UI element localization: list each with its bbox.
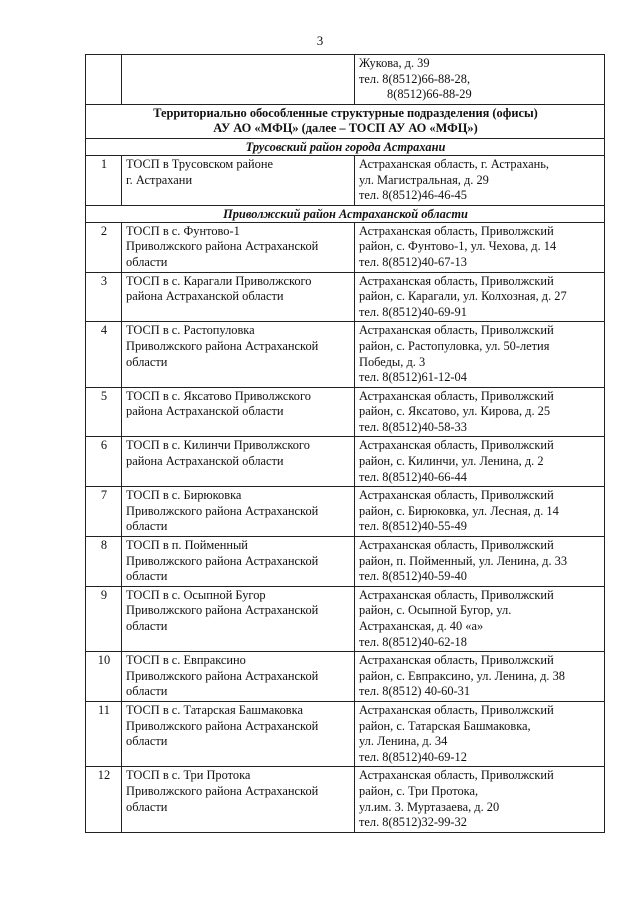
address-cell [355, 652, 605, 702]
table-row [86, 537, 605, 587]
office-name-cell [122, 701, 355, 766]
address-line: тел. 8(8512)40-59-40 [359, 569, 467, 584]
office-name-line: ТОСП в с. Бирюковка [126, 488, 242, 503]
address-cell [355, 767, 605, 832]
address-line: Астраханская область, Приволжский [359, 488, 554, 503]
row-number: 4 [86, 322, 122, 387]
address-line: тел. 8(8512)40-69-12 [359, 749, 467, 764]
address-line: район, с. Осыпной Бугор, ул. [359, 603, 512, 618]
row-number: 9 [86, 586, 122, 651]
address-cell [355, 272, 605, 322]
office-name-line: Приволжского района Астраханской [126, 239, 319, 254]
section-title-line1: Территориально обособленные структурные подразделения (офисы) [153, 105, 538, 120]
address-line: тел. 8(8512)46-46-45 [359, 188, 467, 203]
office-name-line: ТОСП в с. Килинчи Приволжского [126, 438, 310, 453]
office-name-line: области [126, 254, 168, 269]
address-line: тел. 8(8512) 40-60-31 [359, 684, 471, 699]
office-name-line: Приволжского района Астраханской [126, 668, 319, 683]
district-row [86, 138, 605, 155]
address-cell [355, 55, 605, 105]
table-row [86, 586, 605, 651]
office-name-line: Приволжского района Астраханской [126, 503, 319, 518]
office-name-line: г. Астрахани [126, 172, 193, 187]
row-number: 8 [86, 537, 122, 587]
office-name-line: ТОСП в с. Фунтово-1 [126, 223, 240, 238]
office-name-line: области [126, 519, 168, 534]
table-row [86, 437, 605, 487]
address-line: Астраханская, д. 40 «а» [359, 619, 484, 633]
office-name-line: области [126, 799, 168, 814]
table-row [86, 272, 605, 322]
office-name-line: ТОСП в с. Растопуловка [126, 323, 255, 338]
address-line: Астраханская область, Приволжский [359, 223, 554, 238]
address-cell [355, 437, 605, 487]
office-name-line: ТОСП в с. Яксатово Приволжского [126, 388, 311, 403]
address-line: Астраханская область, г. Астрахань, [359, 156, 550, 171]
offices-table [85, 54, 605, 833]
office-name-line: Приволжского района Астраханской [126, 553, 319, 568]
address-line: район, с. Татарская Башмаковка, [359, 718, 531, 733]
address-line: район, с. Три Протока, [359, 783, 479, 798]
address-line: тел. 8(8512)66-88-28, [359, 71, 471, 86]
address-cell [355, 701, 605, 766]
address-line: тел. 8(8512)40-66-44 [359, 469, 467, 484]
office-name-line: ТОСП в с. Карагали Приволжского [126, 273, 312, 288]
table-row [86, 701, 605, 766]
row-number: 1 [86, 155, 122, 205]
office-name-cell [122, 272, 355, 322]
address-line: район, с. Килинчи, ул. Ленина, д. 2 [359, 454, 544, 469]
row-number: 11 [86, 701, 122, 766]
address-line: тел. 8(8512)32-99-32 [359, 815, 467, 830]
address-line: Астраханская область, Приволжский [359, 587, 554, 602]
office-name-line: области [126, 734, 168, 749]
address-line: тел. 8(8512)40-69-91 [359, 304, 467, 319]
address-line: район, с. Бирюковка, ул. Лесная, д. 14 [359, 503, 559, 518]
address-line: Победы, д. 3 [359, 354, 426, 369]
office-name-line: района Астраханской области [126, 404, 284, 419]
table-row [86, 222, 605, 272]
address-line: район, с. Карагали, ул. Колхозная, д. 27 [359, 289, 567, 304]
table-row-continued [86, 55, 605, 105]
office-name-cell [122, 437, 355, 487]
office-name-line: Приволжского района Астраханской [126, 718, 319, 733]
address-line: Жукова, д. 39 [359, 56, 430, 70]
section-header-row [86, 104, 605, 138]
address-line: Астраханская область, Приволжский [359, 273, 554, 288]
address-line: Астраханская область, Приволжский [359, 438, 554, 453]
row-number: 3 [86, 272, 122, 322]
table-row [86, 652, 605, 702]
office-name-line: ТОСП в с. Евпраксино [126, 653, 246, 668]
address-line: тел. 8(8512)40-58-33 [359, 419, 467, 434]
address-cell [355, 322, 605, 387]
row-number: 5 [86, 387, 122, 437]
office-name-line: области [126, 354, 168, 369]
address-line: 8(8512)66-88-29 [387, 87, 472, 102]
district-row [86, 205, 605, 222]
address-line: район, с. Растопуловка, ул. 50-летия [359, 338, 550, 353]
office-name-line: района Астраханской области [126, 454, 284, 469]
row-number: 12 [86, 767, 122, 832]
row-number: 2 [86, 222, 122, 272]
address-line: район, с. Евпраксино, ул. Ленина, д. 38 [359, 668, 565, 683]
address-line: ул.им. З. Муртазаева, д. 20 [359, 799, 500, 814]
table-row [86, 155, 605, 205]
office-name-cell [122, 387, 355, 437]
address-line: тел. 8(8512)40-67-13 [359, 254, 467, 269]
office-name-line: Приволжского района Астраханской [126, 783, 319, 798]
section-title-line2: АУ АО «МФЦ» (далее – ТОСП АУ АО «МФЦ») [213, 121, 478, 136]
row-number: 7 [86, 487, 122, 537]
address-line: район, с. Фунтово-1, ул. Чехова, д. 14 [359, 239, 557, 254]
address-line: тел. 8(8512)40-62-18 [359, 634, 467, 649]
office-name-line: Приволжского района Астраханской [126, 338, 319, 353]
address-line: ул. Магистральная, д. 29 [359, 172, 489, 187]
section-title [86, 104, 605, 138]
row-number: 6 [86, 437, 122, 487]
office-name-line: области [126, 569, 168, 584]
name-cell [122, 55, 355, 105]
office-name-cell [122, 222, 355, 272]
office-name-line: ТОСП в с. Осыпной Бугор [126, 587, 266, 602]
address-line: район, с. Яксатово, ул. Кирова, д. 25 [359, 404, 551, 419]
office-name-line: ТОСП в с. Три Протока [126, 768, 251, 783]
address-line: Астраханская область, Приволжский [359, 388, 554, 403]
address-cell [355, 586, 605, 651]
table-row [86, 387, 605, 437]
address-line: Астраханская область, Приволжский [359, 653, 554, 668]
address-line: тел. 8(8512)61-12-04 [359, 370, 467, 385]
office-name-cell [122, 487, 355, 537]
address-line: Астраханская область, Приволжский [359, 768, 554, 783]
office-name-cell [122, 322, 355, 387]
address-line: район, п. Пойменный, ул. Ленина, д. 33 [359, 553, 568, 568]
district-title: Приволжский район Астраханской области [86, 205, 605, 222]
office-name-line: области [126, 619, 168, 633]
office-name-line: ТОСП в с. Татарская Башмаковка [126, 702, 303, 717]
address-line: Астраханская область, Приволжский [359, 702, 554, 717]
office-name-cell [122, 652, 355, 702]
office-name-line: ТОСП в Трусовском районе [126, 156, 273, 171]
district-title: Трусовский район города Астрахани [86, 138, 605, 155]
address-line: тел. 8(8512)40-55-49 [359, 519, 467, 534]
address-cell [355, 537, 605, 587]
office-name-line: Приволжского района Астраханской [126, 603, 319, 618]
num-cell [86, 55, 122, 105]
address-cell [355, 155, 605, 205]
address-line: Астраханская область, Приволжский [359, 538, 554, 553]
office-name-line: области [126, 684, 168, 699]
office-name-line: района Астраханской области [126, 289, 284, 304]
office-name-cell [122, 586, 355, 651]
address-line: ул. Ленина, д. 34 [359, 734, 448, 749]
address-cell [355, 222, 605, 272]
office-name-line: ТОСП в п. Пойменный [126, 538, 248, 553]
address-cell [355, 487, 605, 537]
row-number: 10 [86, 652, 122, 702]
office-name-cell [122, 155, 355, 205]
table-row [86, 487, 605, 537]
address-line: Астраханская область, Приволжский [359, 323, 554, 338]
table-row [86, 767, 605, 832]
office-name-cell [122, 537, 355, 587]
address-cell [355, 387, 605, 437]
table-row [86, 322, 605, 387]
page-number: 3 [316, 33, 324, 48]
office-name-cell [122, 767, 355, 832]
